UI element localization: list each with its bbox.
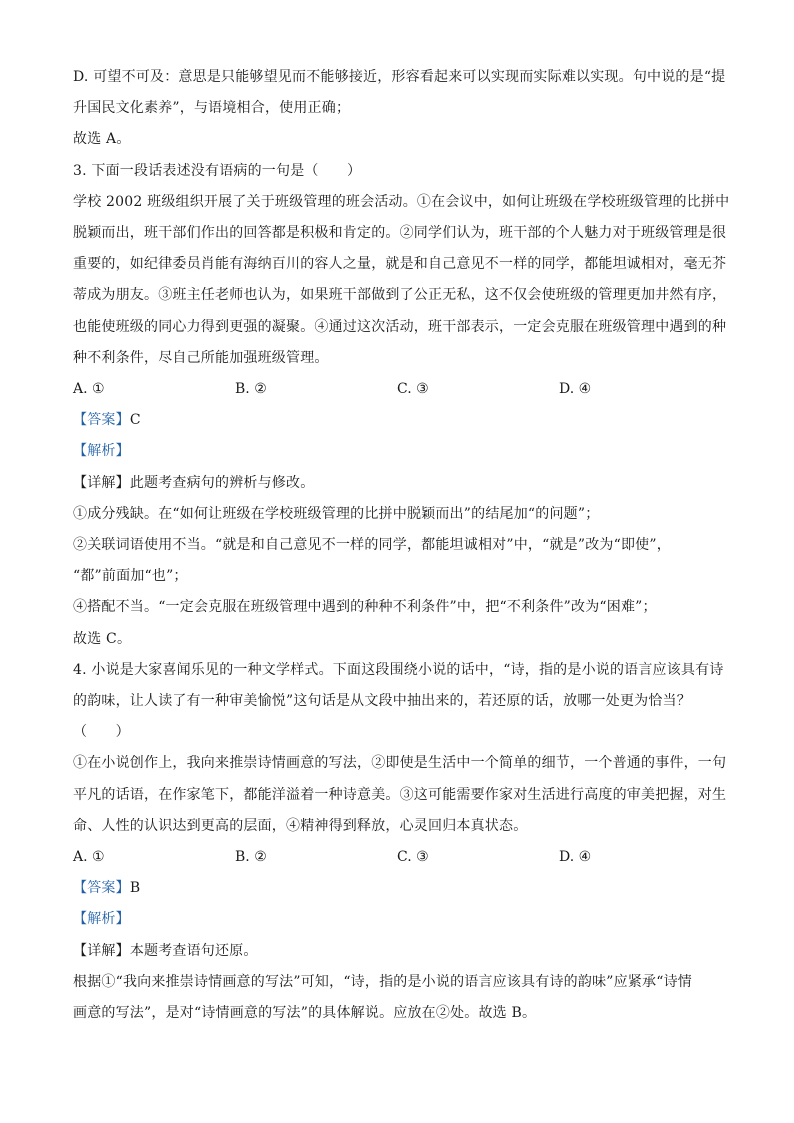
q2-conclusion: 故选 A。	[73, 131, 131, 148]
q3-explanation: ②关联词语使用不当。“就是和自己意见不一样的同学，都能坦诚相对”中，“就是”改为“即使”，	[73, 537, 671, 554]
q3-passage-line: 重要的，如纪律委员肖能有海纳百川的容人之量，就是和自己意见不一样的同学，都能坦诚相对，毫无芥	[73, 256, 727, 273]
q4-option-c: C. ③	[397, 849, 429, 866]
q4-answer	[73, 873, 723, 904]
q3-detail	[73, 468, 723, 499]
q3-explanation: “都”前面加“也”；	[73, 568, 188, 585]
document-page	[73, 62, 730, 1029]
q2-option-d-line2: 升国民文化素养”，与语境相合，使用正确；	[73, 100, 351, 117]
q3-option-a: A. ①	[73, 381, 105, 398]
q3-passage-line: 也能使班级的同心力得到更强的凝聚。④通过这次活动，班干部表示，一定会克服在班级管理中遇到的种	[73, 318, 727, 335]
q3-answer-tag: 【答案】	[73, 412, 130, 429]
q3-passage	[73, 187, 730, 374]
q2-option-d-line1: D. 可望不可及：意思是只能够望见而不能够接近，形容看起来可以实现而实际难以实现。句中说的是“提	[73, 69, 726, 85]
q3-analysis-tag: 【解析】	[73, 443, 130, 460]
q4-passage	[73, 748, 727, 842]
q3-explanation: ④搭配不当。“一定会克服在班级管理中遇到的种种不利条件”中，把“不利条件”改为“困难”；	[73, 599, 657, 616]
q3-detail-text: 此题考查病句的辨析与修改。	[129, 474, 315, 491]
q4-detail-tag: 【详解】	[73, 942, 130, 959]
q4-detail-text: 本题考查语句还原。	[129, 942, 258, 959]
q3-option-c: C. ③	[397, 381, 429, 398]
q3-answer	[73, 405, 723, 436]
q3-options	[73, 374, 723, 405]
q4-explanation: 根据①“我向来推崇诗情画意的写法”可知，“诗，指的是小说的语言应该具有诗的韵味”应紧承“诗情	[73, 973, 692, 990]
q4-answer-tag: 【答案】	[73, 880, 130, 897]
q4-options	[73, 842, 723, 873]
q3-stem: 3. 下面一段话表述没有语病的一句是（ ）	[73, 162, 362, 179]
q4-explanation: 画意的写法”，是对“诗情画意的写法”的具体解说。应放在②处。故选 B。	[73, 1005, 537, 1022]
q3-conclusion: 故选 C。	[73, 630, 132, 647]
q4-analysis	[73, 904, 723, 935]
q4-option-d: D. ④	[559, 849, 592, 866]
q4-stem-line: 的韵味，让人读了有一种审美愉悦”这句话是从文段中抽出来的，若还原的话，放哪一处更为恰当？	[73, 693, 691, 710]
q3-detail-tag: 【详解】	[73, 474, 130, 491]
q3-explanation: ①成分残缺。在“如何让班级在学校班级管理的比拼中脱颖而出”的结尾加“的问题”；	[73, 505, 600, 522]
q4-passage-line: 命、人性的认识达到更高的层面，④精神得到释放，心灵回归本真状态。	[73, 817, 528, 834]
q3-passage-line: 蒂成为朋友。③班主任老师也认为，如果班干部做到了公正无私，这不仅会使班级的管理更加井然有序，	[73, 287, 727, 304]
q3-option-b: B. ②	[235, 381, 267, 398]
q3-passage-line: 种不利条件，尽自己所能加强班级管理。	[73, 349, 329, 366]
q4-passage-line: 平凡的话语，在作家笔下，都能洋溢着一种诗意美。③这可能需要作家对生活进行高度的审美把握，对生	[73, 786, 727, 803]
q4-stem-line: （ ）	[73, 724, 130, 741]
q3-option-d: D. ④	[559, 381, 592, 398]
q4-analysis-tag: 【解析】	[73, 911, 130, 928]
q4-passage-line: ①在小说创作上，我向来推崇诗情画意的写法，②即使是生活中一个简单的细节，一个普通的事件，一句	[73, 755, 727, 772]
q4-answer-value: B	[129, 880, 141, 897]
q3-answer-value: C	[129, 412, 141, 429]
q4-stem-line: 4. 小说是大家喜闻乐见的一种文学样式。下面这段围绕小说的话中，“诗，指的是小说的语言应该具有诗	[73, 661, 724, 678]
q3-analysis	[73, 436, 723, 467]
q4-detail	[73, 936, 723, 967]
q4-option-a: A. ①	[73, 849, 105, 866]
q3-passage-line: 脱颖而出，班干部们作出的回答都是积极和肯定的。②同学们认为，班干部的个人魅力对于班级管理是很	[73, 225, 727, 242]
q4-option-b: B. ②	[235, 849, 267, 866]
q3-passage-line: 学校 2002 班级组织开展了关于班级管理的班会活动。①在会议中，如何让班级在学校班级管理的比拼中	[73, 193, 730, 210]
